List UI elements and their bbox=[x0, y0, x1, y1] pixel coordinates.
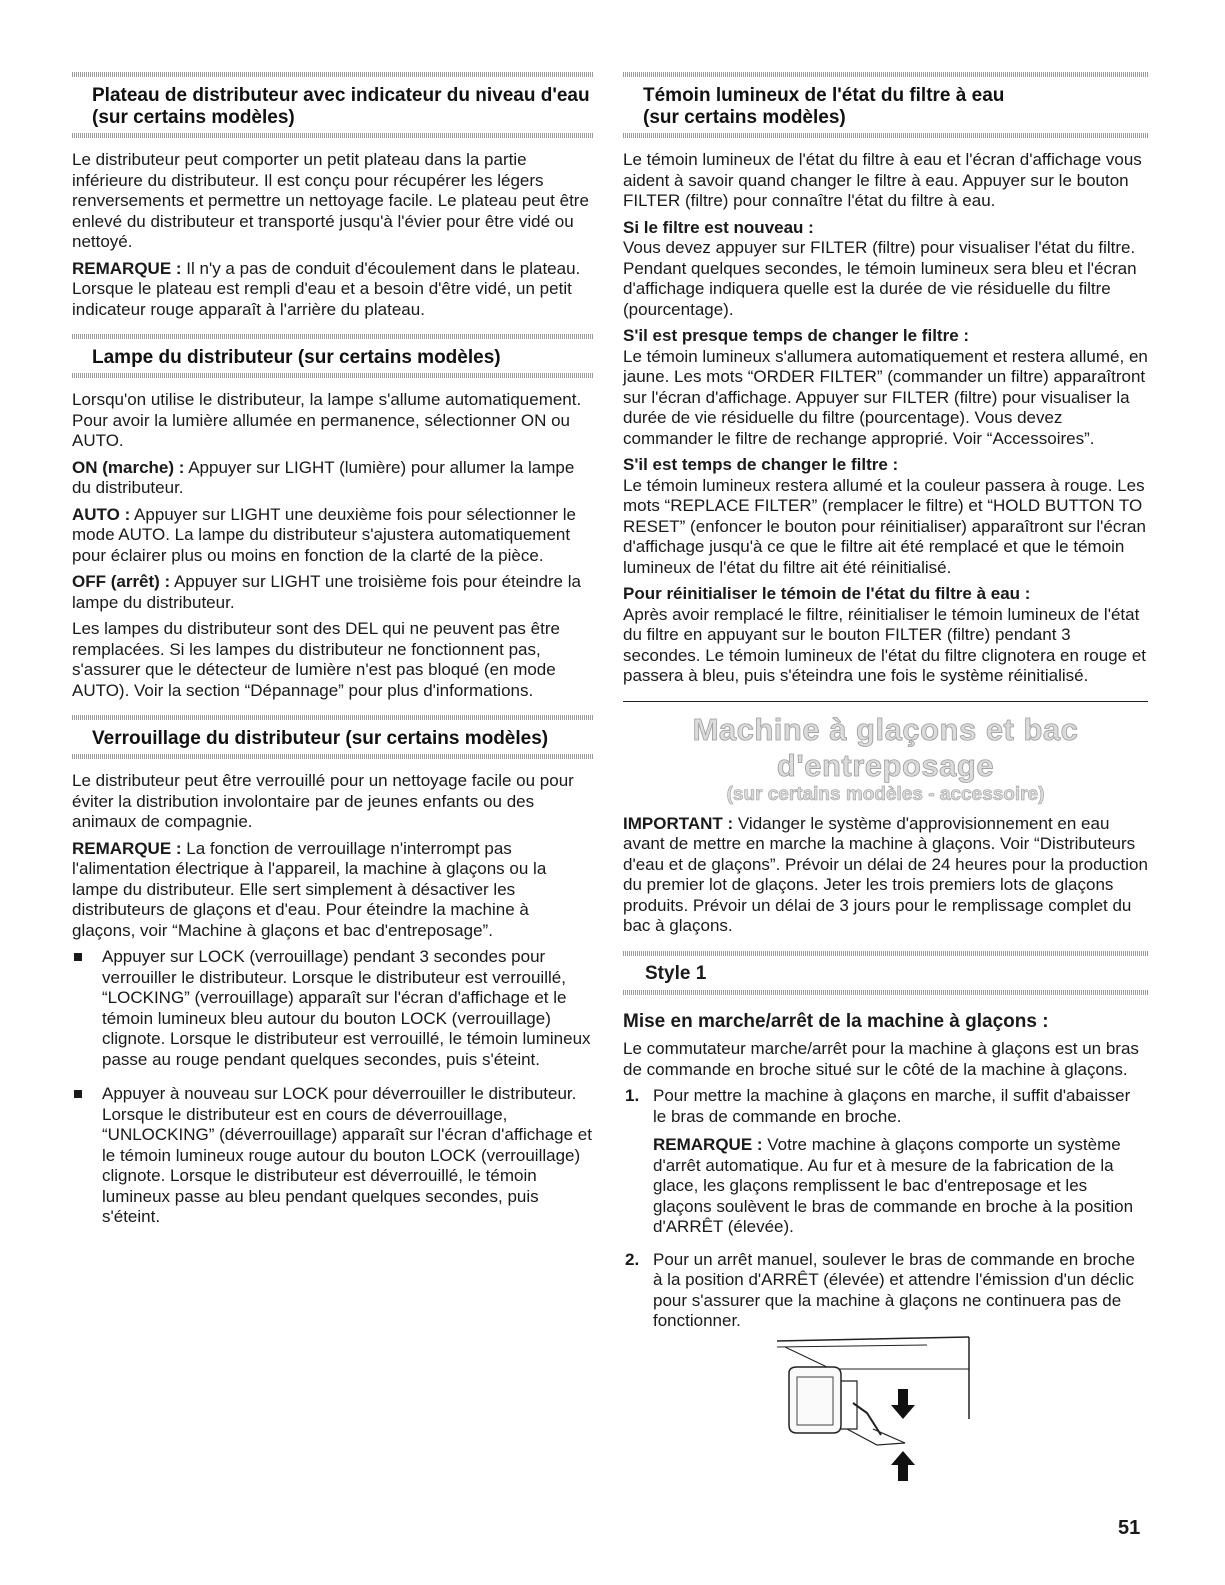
section-heading: Verrouillage du distributeur (sur certains modèles) bbox=[92, 728, 549, 749]
paragraph: Le témoin lumineux de l'état du filtre à eau et l'écran d'affichage vous aident à savoir quand changer le filtre à eau. Appuyer sur le bouton FILTER (filtre) pour connaître l'état du filtre à eau. bbox=[623, 150, 1142, 210]
paragraph: Après avoir remplacé le filtre, réinitialiser le témoin lumineux de l'état du filtre en appuyant sur le bouton FILTER (filtre) pendant 3 secondes. Le témoin lumineux de l'état du filtre clignotera en rouge et passera à bleu, puis s'éteindra une fois le système réinitialisé. bbox=[623, 604, 1147, 685]
section-dispenser-light bbox=[72, 334, 594, 701]
paragraph: Le distributeur peut être verrouillé pour un nettoyage facile ou pour éviter la distribution involontaire par de jeunes enfants ou des animaux de compagnie. bbox=[72, 771, 574, 831]
note-label: REMARQUE : bbox=[72, 838, 182, 858]
off-text: Appuyer sur LIGHT une troisième fois pour éteindre la lampe du distributeur. bbox=[72, 572, 581, 612]
section-heading bbox=[623, 77, 1148, 133]
off-label: OFF (arrêt) : bbox=[72, 572, 171, 591]
subheading: Pour réinitialiser le témoin de l'état du filtre à eau : bbox=[623, 584, 1031, 603]
step-text: Pour un arrêt manuel, soulever le bras de commande en broche à la position d'ARRÊT (élevée) et attendre l'émission d'un déclic pour s'assurer que la machine à glaçons ne continuera pas de fonctionner. bbox=[653, 1249, 1135, 1330]
list-item-text: Appuyer à nouveau sur LOCK pour déverrouiller le distributeur. Lorsque le distributeur est en cours de déverrouillage, “UNLOCKING” (déverrouillage) apparaît sur l'écran d'affichage et le témoin lumineux rouge autour du bouton LOCK (verrouillage) clignote. Lorsque le distributeur est déverrouillé, le témoin lumineux passe au bleu pendant quelques secondes, puis s'éteint. bbox=[102, 1084, 592, 1226]
on-text: Appuyer sur LIGHT (lumière) pour allumer la lampe du distributeur. bbox=[72, 457, 575, 497]
on-paragraph bbox=[72, 458, 594, 499]
heading-line: Témoin lumineux de l'état du filtre à eau bbox=[643, 85, 1005, 106]
auto-paragraph bbox=[72, 505, 594, 567]
cabinet-top-line bbox=[777, 1345, 927, 1347]
note-label: REMARQUE : bbox=[653, 1135, 763, 1154]
bullet-list bbox=[72, 947, 594, 1228]
paragraph: Le distributeur peut comporter un petit plateau dans la partie inférieure du distributeur. Il est conçu pour récupérer les légers renversements et permettre un nettoyage facile. Le plateau peut être enlevé du distributeur et transporté jusqu'à l'évier pour être vidé ou nettoyé. bbox=[72, 150, 589, 251]
paragraph: Le témoin lumineux s'allumera automatiquement et restera allumé, en jaune. Les mots “ORDER FILTER” (commander un filtre) apparaîtront sur l'écran d'affichage. Appuyer sur FILTER (filtre) pour visualiser la durée de vie résiduelle du filtre (pourcentage). Vous devez commander le filtre de rechange approprié. Voir “Accessoires”. bbox=[623, 346, 1148, 448]
step-note bbox=[653, 1135, 1148, 1238]
paragraph: Vous devez appuyer sur FILTER (filtre) pour visualiser l'état du filtre. Pendant quelques secondes, le témoin lumineux sera bleu et l'écran d'affichage indiquera quelle est la durée de vie résiduelle du filtre (pourcentage). bbox=[623, 238, 1137, 319]
important-paragraph bbox=[623, 814, 1148, 937]
big-section-subtitle: (sur certains modèles - accessoire) bbox=[726, 783, 1045, 805]
on-label: ON (marche) : bbox=[72, 457, 185, 477]
section-heading bbox=[72, 77, 594, 133]
important-label: IMPORTANT : bbox=[623, 813, 734, 833]
style-heading: Style 1 bbox=[645, 962, 707, 984]
hatch-divider bbox=[623, 133, 1148, 138]
step-item bbox=[623, 1086, 1148, 1238]
note-text: La fonction de verrouillage n'interrompt pas l'alimentation électrique à l'appareil, la machine à glaçons ou la lampe du distributeur. Elle sert simplement à désactiver les distributeurs de glaçons et d'eau. Pour éteindre la machine à glaçons, voir “Machine à glaçons et bac d'entreposage”. bbox=[72, 838, 547, 940]
square-bullet-icon bbox=[74, 1090, 82, 1098]
note-paragraph bbox=[72, 839, 594, 942]
section-dispenser-tray bbox=[72, 72, 594, 320]
heading-line: (sur certains modèles) bbox=[92, 107, 295, 128]
note-text: Votre machine à glaçons comporte un système d'arrêt automatique. Au fur et à mesure de la fabrication de la glace, les glaçons remplissent le bac d'entreposage et les glaçons soulèvent le bras de commande en broche à la position d'ARRÊT (élevée). bbox=[653, 1135, 1134, 1236]
right-column bbox=[623, 72, 1148, 1344]
ice-maker-illustration bbox=[777, 1333, 977, 1485]
paragraph: Lorsqu'on utilise le distributeur, la lampe s'allume automatiquement. Pour avoir la lumière allumée en permanence, sélectionner ON ou AUTO. bbox=[72, 390, 582, 450]
step-number: 1. bbox=[625, 1086, 640, 1105]
cabinet-edge-line bbox=[785, 1347, 827, 1367]
list-item-text: Appuyer sur LOCK (verrouillage) pendant 3 secondes pour verrouiller le distributeur. Lorsque le distributeur est verrouillé, “LOCKING” (verrouillage) apparaît sur l'écran d'affichage et le témoin lumineux bleu autour du bouton LOCK (verrouillage) clignote. Lorsque le distributeur est verrouillé, le témoin lumineux passe au rouge pendant quelques secondes, puis s'éteint. bbox=[102, 947, 591, 1069]
cabinet-top-line bbox=[777, 1337, 969, 1341]
subsection-heading: Mise en marche/arrêt de la machine à glaçons : bbox=[623, 1011, 1049, 1032]
important-text: Vidanger le système d'approvisionnement en eau avant de mettre en marche la machine à glaçons. Voir “Distributeurs d'eau et de glaçons”. Prévoir un délai de 24 heures pour la production du premier lot de glaçons. Jeter les trois premiers lots de glaçons produits. Prévoir un délai de 3 jours pour le remplissage complet du bac à glaçons. bbox=[623, 813, 1148, 935]
paragraph: Les lampes du distributeur sont des DEL qui ne peuvent pas être remplacées. Si les lampes du distributeur ne fonctionnent pas, s'assurer que le détecteur de lumière n'est pas bloqué (en mode AUTO). Voir la section “Dépannage” pour plus d'informations. bbox=[72, 619, 560, 700]
off-paragraph bbox=[72, 572, 594, 613]
hatch-divider bbox=[623, 990, 1148, 995]
section-filter-status bbox=[623, 72, 1148, 687]
ice-maker-diagram bbox=[777, 1333, 977, 1485]
big-section-title: Machine à glaçons et bac d'entreposage bbox=[692, 711, 1079, 783]
numbered-steps bbox=[623, 1086, 1148, 1332]
heading-line: Plateau de distributeur avec indicateur du niveau d'eau bbox=[92, 85, 590, 106]
paragraph: Le commutateur marche/arrêt pour la machine à glaçons est un bras de commande en broche situé sur le côté de la machine à glaçons. bbox=[623, 1039, 1139, 1079]
hatch-divider bbox=[72, 133, 594, 138]
section-heading: Lampe du distributeur (sur certains modèles) bbox=[92, 347, 501, 368]
auto-text: Appuyer sur LIGHT une deuxième fois pour sélectionner le mode AUTO. La lampe du distributeur s'ajustera automatiquement pour éclairer plus ou moins en fonction de la clarté de la pièce. bbox=[72, 504, 576, 565]
step-item bbox=[623, 1250, 1148, 1332]
section-rule bbox=[623, 701, 1148, 702]
page-number: 51 bbox=[1118, 1517, 1141, 1539]
subheading: S'il est presque temps de changer le filtre : bbox=[623, 326, 970, 345]
section-dispenser-lock bbox=[72, 715, 594, 1228]
note-label: REMARQUE : bbox=[72, 258, 182, 278]
auto-label: AUTO : bbox=[72, 504, 131, 524]
hatch-divider bbox=[72, 754, 594, 759]
step-number: 2. bbox=[625, 1249, 640, 1269]
hatch-divider bbox=[72, 373, 594, 378]
paragraph: Le témoin lumineux restera allumé et la couleur passera à rouge. Les mots “REPLACE FILTER” (remplacer le filtre) et “HOLD BUTTON TO RESET” (enfoncer le bouton pour réinitialiser) apparaîtront sur l'écran d'affichage jusqu'à ce que le filtre ait été remplacé et que le témoin lumineux de l'état du filtre ait été réinitialisé. bbox=[623, 475, 1146, 577]
list-item bbox=[72, 947, 594, 1070]
left-column bbox=[72, 72, 594, 1242]
section-ice-maker bbox=[623, 712, 1148, 1332]
square-bullet-icon bbox=[74, 953, 82, 961]
heading-line: (sur certains modèles) bbox=[643, 107, 846, 128]
note-text: Il n'y a pas de conduit d'écoulement dans le plateau. Lorsque le plateau est rempli d'eau et a besoin d'être vidé, un petit indicateur rouge apparaît à l'arrière du plateau. bbox=[72, 258, 581, 319]
step-text: Pour mettre la machine à glaçons en marche, il suffit d'abaisser le bras de commande en broche. bbox=[653, 1086, 1131, 1126]
list-item bbox=[72, 1084, 594, 1228]
note-paragraph bbox=[72, 259, 594, 321]
arrow-down-icon bbox=[891, 1389, 915, 1419]
arrow-up-icon bbox=[891, 1451, 915, 1481]
subheading: Si le filtre est nouveau : bbox=[623, 217, 814, 237]
arm-paddle bbox=[847, 1429, 905, 1445]
subheading: S'il est temps de changer le filtre : bbox=[623, 455, 899, 474]
